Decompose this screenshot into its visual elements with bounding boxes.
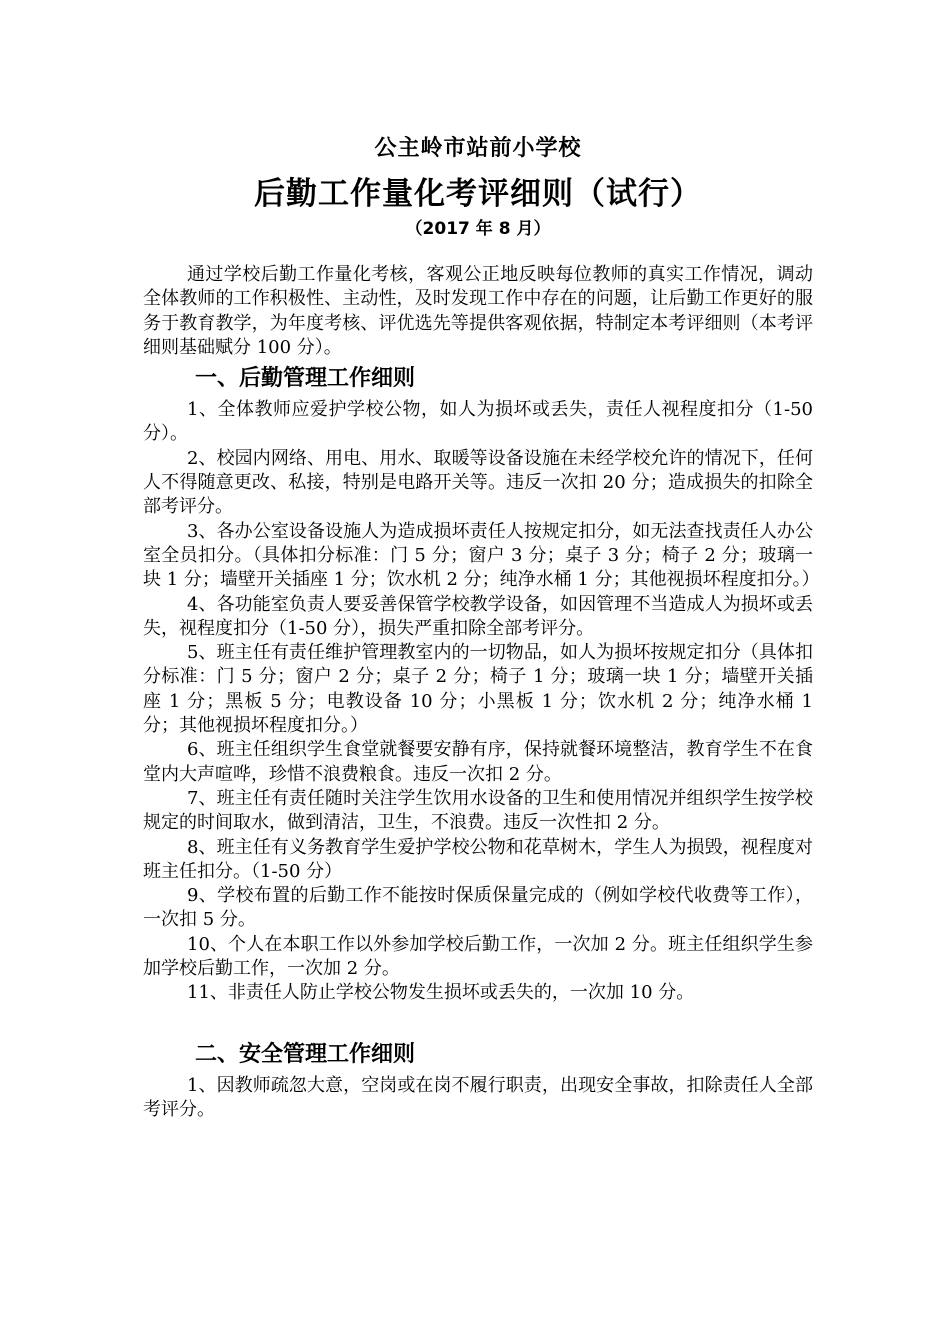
document-title: 后勤工作量化考评细则（试行）: [254, 176, 702, 212]
rule-item: 1、全体教师应爱护学校公物，如人为损坏或丢失，责任人视程度扣分（1-50 分）。: [143, 399, 813, 445]
rule-item: 4、各功能室负责人要妥善保管学校教学设备，如因管理不当造成人为损坏或丢失，视程度扣分（1-50 分），损失严重扣除全部考评分。: [143, 593, 813, 639]
rule-item: 3、各办公室设备设施人为造成损坏责任人按规定扣分，如无法查找责任人办公室全员扣分。（具体扣分标准：门 5 分；窗户 3 分；桌子 3 分；椅子 2 分；玻璃一块 1 分；墙壁开关插座 1 分；饮水机 2 分；纯净水桶 1 分；其他视损坏程度扣分。）: [143, 520, 820, 591]
intro-paragraph: 通过学校后勤工作量化考核，客观公正地反映每位教师的真实工作情况，调动全体教师的工作积极性、主动性，及时发现工作中存在的问题，让后勤工作更好的服务于教育教学，为年度考核、评优选先等提供客观依据，特制定本考评细则（本考评细则基础赋分 100 分）。: [143, 264, 813, 358]
logistics-rules: [143, 398, 820, 1005]
rule-item: 1、因教师疏忽大意，空岗或在岗不履行职责，出现安全事故，扣除责任人全部考评分。: [143, 1074, 813, 1120]
school-name: 公主岭市站前小学校: [374, 135, 582, 161]
rule-item: 6、班主任组织学生食堂就餐要安静有序，保持就餐环境整洁，教育学生不在食堂内大声喧哗，珍惜不浪费粮食。违反一次扣 2 分。: [143, 739, 813, 785]
section-heading-safety: 二、安全管理工作细则: [195, 1041, 416, 1067]
document-date: （2017 年 8 月）: [405, 219, 551, 239]
rule-item: 2、校园内网络、用电、用水、取暖等设备设施在未经学校允许的情况下，任何人不得随意更改、私接，特别是电路开关等。违反一次扣 20 分；造成损失的扣除全部考评分。: [143, 447, 813, 518]
document-body: [143, 133, 820, 1122]
rule-item: 7、班主任有责任随时关注学生饮用水设备的卫生和使用情况并组织学生按学校规定的时间取水，做到清洁，卫生，不浪费。违反一次性扣 2 分。: [143, 787, 813, 834]
section-heading-logistics: 一、后勤管理工作细则: [195, 366, 416, 392]
rule-item: 8、班主任有义务教育学生爱护学校公物和花草树木，学生人为损毁，视程度对班主任扣分。（1-50 分）: [143, 836, 813, 882]
rule-item: 5、班主任有责任维护管理教室内的一切物品，如人为损坏按规定扣分（具体扣分标准：门 5 分；窗户 2 分；桌子 2 分；椅子 1 分；玻璃一块 1 分；墙壁开关插座 1 分；黑板 5 分；电教设备 10 分；小黑板 1 分；饮水机 2 分；纯净水桶 1 分；其他视损坏程度扣分。）: [143, 642, 813, 737]
safety-rules: [143, 1074, 813, 1123]
rule-item: 9、学校布置的后勤工作不能按时保质保量完成的（例如学校代收费等工作），一次扣 5 分。: [143, 885, 813, 931]
rule-item: 11、非责任人防止学校公物发生损坏或丢失的，一次加 10 分。: [187, 982, 695, 1004]
rule-item: 10、个人在本职工作以外参加学校后勤工作，一次加 2 分。班主任组织学生参加学校后勤工作，一次加 2 分。: [143, 933, 813, 980]
